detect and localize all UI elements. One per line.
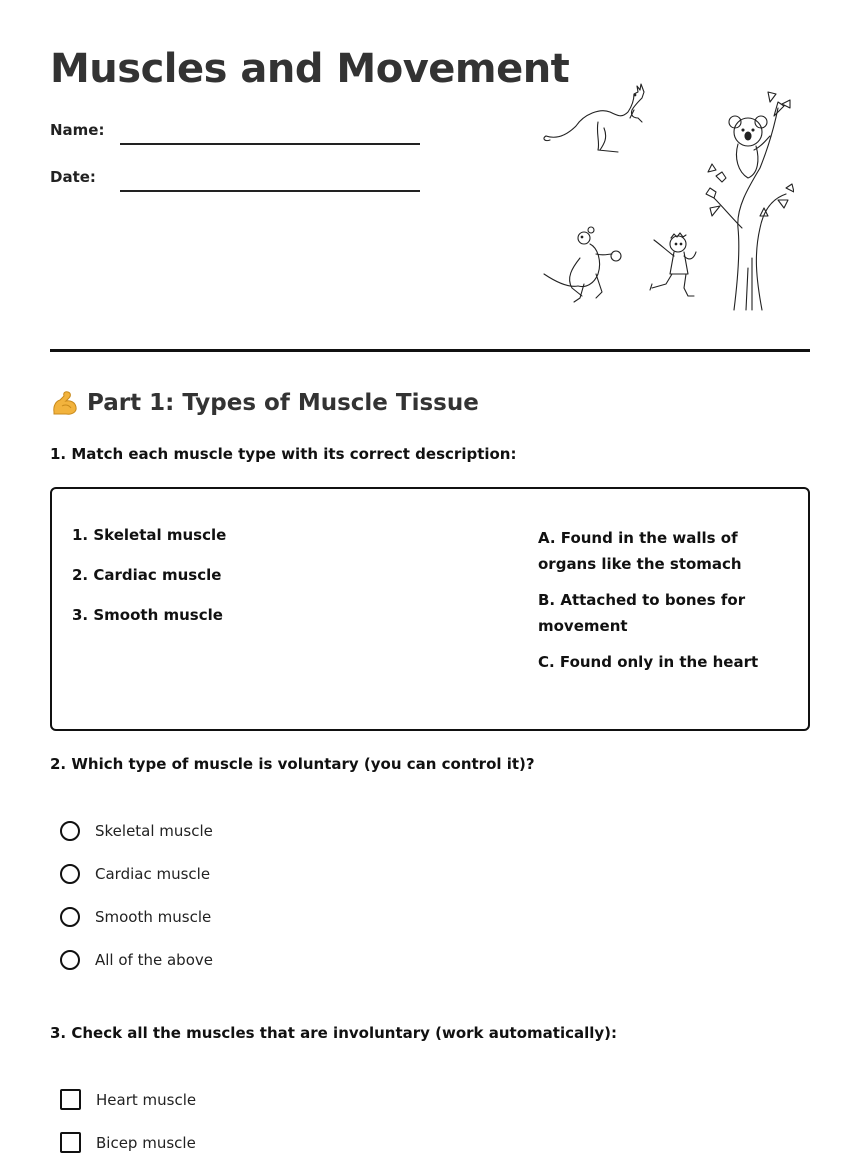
match-term: 3. Smooth muscle [72,606,223,624]
q2-option-label: All of the above [95,951,213,969]
match-term: 1. Skeletal muscle [72,526,227,544]
radio-button[interactable] [60,907,80,927]
q3-option[interactable] [60,1089,196,1110]
q3-option-label: Heart muscle [96,1090,197,1109]
checkbox[interactable] [60,1132,81,1153]
date-label: Date: [50,168,96,186]
animals-illustration [538,78,794,313]
q3-option[interactable] [60,1132,196,1153]
q2-option-label: Smooth muscle [95,908,212,926]
match-description: C. Found only in the heart [538,653,759,671]
kangaroo-drawing [544,84,644,152]
page-title: Muscles and Movement [50,46,570,92]
mouse-drawing [544,227,621,302]
radio-button[interactable] [60,864,80,884]
q2-option[interactable] [60,907,211,927]
part1-title [50,388,479,418]
flexed-biceps-icon [50,388,80,418]
boy-drawing [650,233,696,296]
q3-option-label: Bicep muscle [96,1133,196,1152]
name-field[interactable] [120,143,420,145]
q2-option[interactable] [60,950,213,970]
matching-descriptions [538,525,788,685]
matching-box [50,487,810,731]
part1-title-text: Part 1: Types of Muscle Tissue [87,390,479,416]
name-label: Name: [50,121,105,139]
q2-option-label: Cardiac muscle [95,865,211,883]
date-field[interactable] [120,190,420,192]
q2-option[interactable] [60,864,210,884]
question-2-prompt: 2. Which type of muscle is voluntary (you can control it)? [50,755,535,773]
match-description: B. Attached to bones for movement [538,591,746,635]
radio-button[interactable] [60,821,80,841]
match-description: A. Found in the walls of organs like the stomach [538,529,742,573]
checkbox[interactable] [60,1089,81,1110]
q2-option[interactable] [60,821,213,841]
question-1-prompt: 1. Match each muscle type with its correct description: [50,445,517,463]
matching-terms [72,525,372,645]
question-3-prompt: 3. Check all the muscles that are involuntary (work automatically): [50,1024,618,1042]
radio-button[interactable] [60,950,80,970]
match-term: 2. Cardiac muscle [72,566,222,584]
koala-tree-drawing [706,92,794,310]
section-divider [50,349,810,352]
q2-option-label: Skeletal muscle [95,822,213,840]
